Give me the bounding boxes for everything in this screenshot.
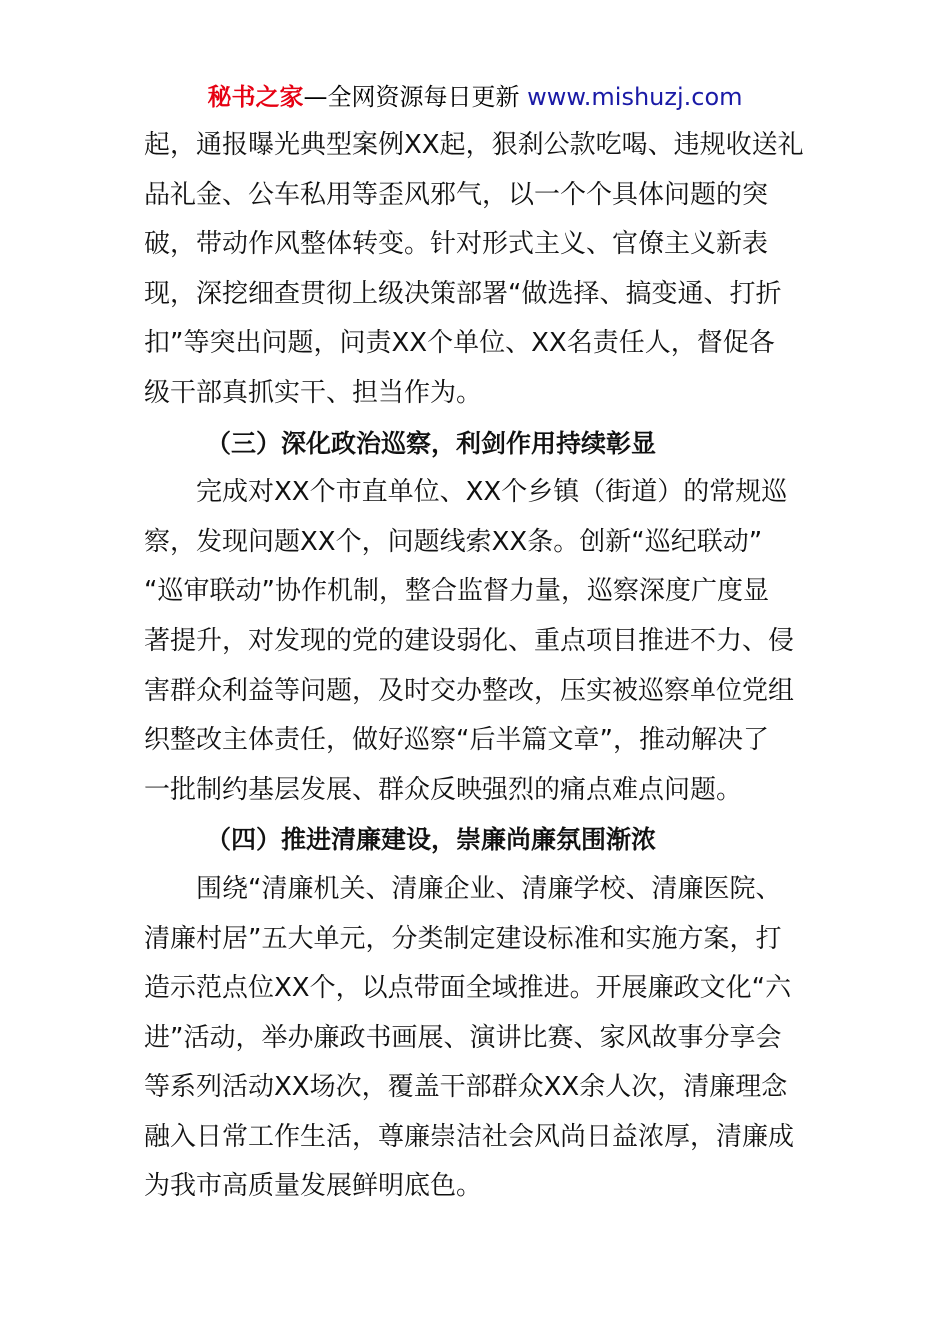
section-heading-4: （四）推进清廉建设，崇廉尚廉氛围渐浓 [206, 825, 657, 855]
text-line: 察，发现问题XX个，问题线索XX条。创新“巡纪联动” [144, 526, 763, 557]
paragraph-first-line: 完成对XX个市直单位、XX个乡镇（街道）的常规巡 [196, 477, 788, 508]
text-line: 品礼金、公车私用等歪风邪气，以一个个具体问题的突 [144, 179, 769, 210]
text-line: 现，深挖细查贯彻上级决策部署“做选择、搞变通、打折 [144, 278, 782, 309]
site-url[interactable]: www.mishuzj.com [527, 83, 743, 111]
site-name: 秘书之家 [207, 83, 304, 111]
text-line: 等系列活动XX场次，覆盖干部群众XX余人次，清廉理念 [144, 1072, 788, 1103]
site-tagline: —全网资源每日更新 [303, 83, 520, 111]
text-line: 清廉村居”五大单元，分类制定建设标准和实施方案，打 [144, 923, 782, 954]
section-heading-3: （三）深化政治巡察，利剑作用持续彰显 [206, 428, 657, 458]
document-body [144, 121, 810, 1212]
text-line: 起，通报曝光典型案例XX起，狠刹公款吃喝、违规收送礼 [144, 130, 804, 160]
paragraph-first-line: 围绕“清廉机关、清廉企业、清廉学校、清廉医院、 [196, 873, 782, 904]
text-line: 害群众利益等问题，及时交办整改，压实被巡察单位党组 [144, 675, 795, 706]
text-line: 织整改主体责任，做好巡察“后半篇文章”，推动解决了 [144, 725, 769, 756]
text-line: 造示范点位XX个，以点带面全域推进。开展廉政文化“六 [144, 973, 792, 1004]
text-line: 著提升，对发现的党的建设弱化、重点项目推进不力、侵 [144, 625, 795, 656]
text-line: 扣”等突出问题，问责XX个单位、XX名责任人，督促各 [144, 328, 775, 359]
text-line: “巡审联动”协作机制，整合监督力量，巡察深度广度显 [144, 576, 769, 607]
site-header [0, 80, 950, 114]
text-line: 级干部真抓实干、担当作为。 [144, 377, 483, 408]
text-line: 融入日常工作生活，尊廉崇洁社会风尚日益浓厚，清廉成 [144, 1121, 795, 1152]
text-line: 进”活动，举办廉政书画展、演讲比赛、家风故事分享会 [144, 1022, 782, 1053]
text-line: 破，带动作风整体转变。针对形式主义、官僚主义新表 [144, 229, 769, 260]
text-line: 为我市高质量发展鲜明底色。 [144, 1171, 483, 1202]
text-line: 一批制约基层发展、群众反映强烈的痛点难点问题。 [144, 774, 743, 805]
